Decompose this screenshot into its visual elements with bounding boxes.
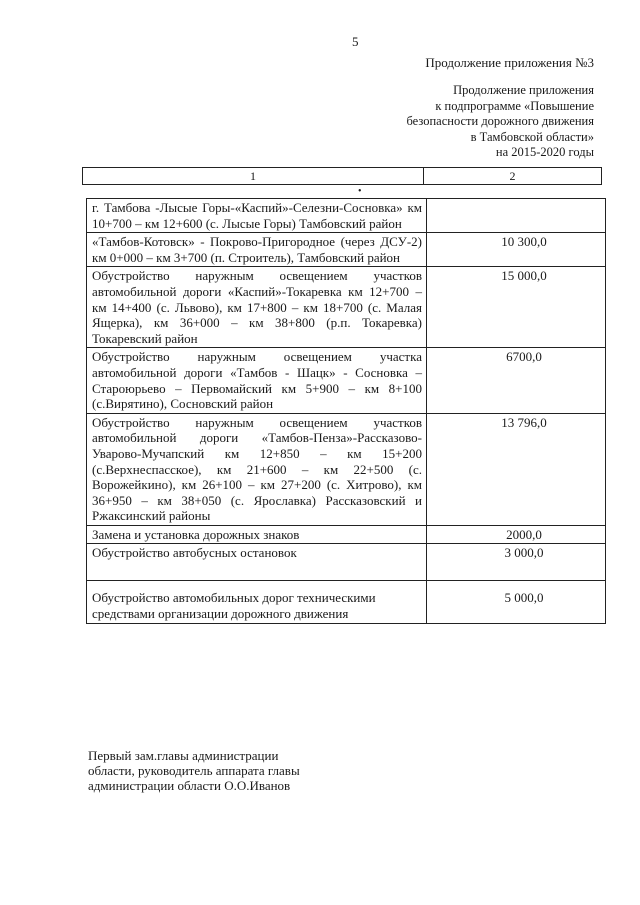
row-amount: 2000,0 — [427, 525, 606, 544]
row-description: г. Тамбова -Лысые Горы-«Каспий»-Селезни-Сосновка» км 10+700 – км 12+600 (с. Лысые Горы) Тамбовский район — [87, 199, 427, 233]
column-header-1: 1 — [83, 168, 424, 184]
row-amount: 13 796,0 — [427, 413, 606, 525]
row-description: «Тамбов-Котовск» - Покрово-Пригородное (через ДСУ-2) км 0+000 – км 3+700 (п. Строитель), Тамбовский район — [87, 233, 427, 267]
row-amount: 6700,0 — [427, 348, 606, 413]
row-description: Замена и установка дорожных знаков — [87, 525, 427, 544]
row-amount: 5 000,0 — [427, 581, 606, 623]
table-row — [87, 413, 606, 525]
table-row — [87, 525, 606, 544]
column-header-2: 2 — [509, 169, 516, 183]
page-number: 5 — [352, 34, 359, 49]
signature-line: области, руководитель аппарата главы — [88, 763, 300, 778]
table-row — [87, 348, 606, 413]
header-line: на 2015-2020 годы — [495, 145, 594, 159]
header-line: к подпрограмме «Повышение — [435, 98, 594, 113]
table-row — [87, 267, 606, 348]
header-line: в Тамбовской области» — [470, 129, 594, 144]
row-description: Обустройство наружным освещением участков автомобильной дороги «Каспий»-Токаревка км 12+700 – км 14+400 (с. Львово), км 17+800 – км 18+700 (с. Малая Ящерка), км 36+000 – км 38+800 (р.п. Токаревка) Токаревский район — [87, 267, 427, 348]
header-line: безопасности дорожного движения — [406, 114, 594, 128]
table-row — [87, 233, 606, 267]
header-line: Продолжение приложения — [453, 83, 594, 97]
scan-mark: • — [358, 186, 362, 197]
signature-line: администрации области О.О.Иванов — [88, 778, 291, 793]
row-description: Обустройство автобусных остановок — [87, 544, 427, 581]
budget-table — [86, 198, 606, 624]
document-header — [334, 83, 594, 161]
row-amount: 10 300,0 — [427, 233, 606, 267]
signature-block — [88, 748, 300, 793]
row-amount: 3 000,0 — [427, 544, 606, 581]
row-description: Обустройство наружным освещением участка автомобильной дороги «Тамбов - Шацк» - Сосновка – Староюрьево – Первомайский км 5+900 – км 8+100 (с.Вирятино), Сосновский район — [87, 348, 427, 413]
row-description: Обустройство наружным освещением участков автомобильной дороги «Тамбов-Пенза»-Рассказово-Уварово-Мучапский км 12+850 – км 15+200 (с.Верхнеспасское), км 21+600 – км 22+500 (с. Ворожейкино), км 26+100 – км 27+200 (с. Хитрово), км 36+950 – км 38+050 (с. Ярославка) Рассказовский и Ржаксинский районы — [87, 413, 427, 525]
table-row — [87, 581, 606, 623]
signature-line: Первый зам.главы администрации — [88, 748, 279, 763]
appendix-continuation: Продолжение приложения №3 — [425, 55, 594, 70]
row-amount: 15 000,0 — [427, 267, 606, 348]
table-row — [87, 199, 606, 233]
table-row — [87, 544, 606, 581]
row-amount — [427, 199, 606, 233]
row-description: Обустройство автомобильных дорог техническими средствами организации дорожного движения — [87, 581, 427, 623]
column-header-row — [82, 167, 602, 185]
